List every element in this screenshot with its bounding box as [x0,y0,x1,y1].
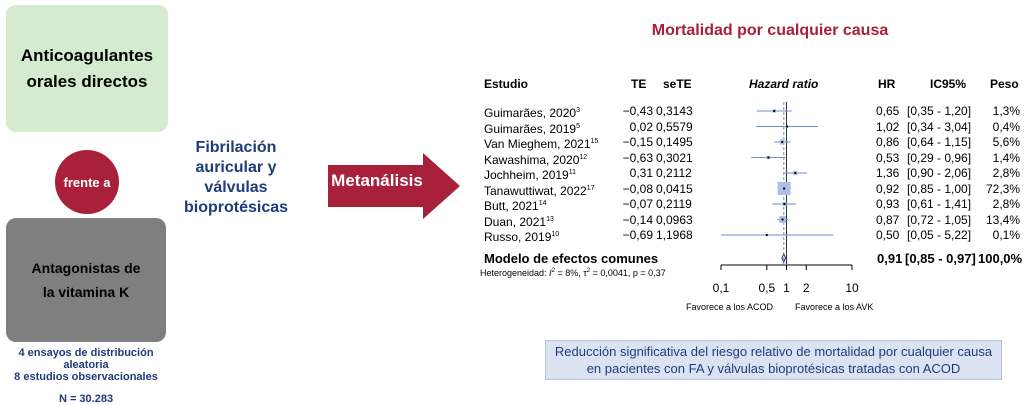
study-hr: 0,53 [876,150,900,165]
het-tau-sym: τ [583,268,587,278]
study-sete: 0,5579 [656,119,693,134]
study-name-text: Kawashima, 2020 [484,152,580,167]
het-tau: = 0,0041, [590,268,631,278]
point-estimate [782,219,784,221]
header-ci: IC95% [930,77,967,91]
study-te: 0,31 [629,166,653,180]
point-estimate [783,203,785,205]
heterogeneity: Heterogeneidad: $I^2 = 8\%$, $\tau^2 = 0,0041$, p = 0,37 [480,268,666,278]
x-tick-label: 10 [845,281,859,295]
x-tick-label: 0,1 [712,281,730,295]
header-sete: seTE [663,77,692,91]
versus-label: frente a [63,174,111,190]
point-estimate [794,172,796,174]
study-ref: 14 [538,200,547,207]
stat-observational: 8 estudios observacionales [14,371,158,383]
study-weight: 13,4% [985,212,1020,227]
point-estimate [781,141,783,143]
het-p: p = 0,37 [632,268,666,278]
study-weight: 0,4% [992,119,1020,134]
point-estimate [767,157,769,159]
study-sete: 0,1495 [656,135,693,149]
study-name-text: Guimarães, 2020 [484,106,577,120]
stat-total-n: N = 30.283 [58,393,114,405]
study-ci: [0,72 - 1,05] [907,212,972,227]
x-tick-label: 2 [802,281,810,295]
arrow-label: Metanálisis [331,171,423,190]
study-hr: 0,92 [876,181,900,196]
study-weight: 5,6% [992,135,1020,149]
study-ci: [0,64 - 1,15] [907,135,972,149]
summary-hr: 0,91 [877,251,903,266]
study-ci: [0,61 - 1,41] [907,197,972,211]
study-ci: [0,35 - 1,20] [907,104,972,118]
study-sete: 0,2119 [656,197,692,211]
study-hr: 0,87 [876,212,900,227]
study-ci: [0,29 - 0,96] [907,150,972,165]
study-ref: 11 [568,169,577,176]
point-estimate [766,234,768,236]
header-te: TE [631,77,647,91]
study-hr: 1,02 [876,119,900,134]
study-ref: 13 [546,215,554,223]
study-te: 0,02 [629,119,653,134]
study-weight: 0,1% [992,228,1020,242]
study-sete: 0,2112 [656,166,692,180]
study-ref: 15 [590,138,599,145]
study-hr: 0,65 [876,104,900,118]
study-name-text: Butt, 2021 [484,199,539,213]
study-sete: 0,3021 [656,150,693,165]
study-te: −0,69 [622,228,653,242]
study-te: −0,43 [622,104,653,118]
study-name-text: Duan, 2021 [484,214,547,229]
x-tick-label: 0,5 [758,281,776,295]
het-i2-sym: I [549,268,552,278]
study-hr: 0,93 [876,197,900,211]
study-ref: 17 [586,184,595,192]
study-ref: 10 [551,231,560,238]
study-weight: 2,8% [992,197,1020,211]
study-sete: 0,0415 [656,181,693,196]
study-hr: 1,36 [876,166,900,180]
study-name-text: Jochheim, 2019 [484,168,569,182]
study-weight: 72,3% [985,181,1020,196]
study-ref: 12 [579,153,588,161]
study-ref: 3 [576,107,580,114]
study-name-text: Van Mieghem, 2021 [484,137,591,151]
favors-right: Favorece a los AVK [795,302,874,312]
study-ref: 5 [576,122,580,130]
study-weight: 1,3% [992,104,1020,118]
forest-title: Mortalidad por cualquier causa [651,22,889,39]
comparator-a-label: Anticoagulantes orales directos [20,45,154,91]
stat-rct: 4 ensayos de distribución aleatoria [18,347,154,371]
point-estimate [783,188,785,190]
header-weight: Peso [990,77,1019,91]
study-te: −0,07 [622,197,653,211]
header-hr: HR [878,77,896,91]
study-ci: [0,05 - 5,22] [907,228,972,242]
study-weight: 1,4% [992,150,1020,165]
study-sete: 0,3143 [656,104,693,118]
het-i2: = 8%, [554,268,584,278]
study-te: −0,14 [622,212,653,227]
comparator-b-label: Antagonistas de la vitamina K [31,260,141,300]
study-ci: [0,34 - 3,04] [907,119,972,134]
study-hr: 0,86 [876,135,900,149]
study-te: −0,08 [622,181,653,196]
het-label: Heterogeneidad: [480,268,547,278]
study-name-text: Tanawuttiwat, 2022 [484,183,587,198]
conclusion-box [545,340,1002,380]
study-te: −0,63 [622,150,653,165]
study-sete: 1,1968 [656,228,693,242]
favors-left: Favorece a los ACOD [686,302,774,312]
study-te: −0,15 [622,135,653,149]
study-hr: 0,50 [876,228,900,242]
study-name-text: Russo, 2019 [484,230,552,244]
conclusion-text: Reducción significativa del riesgo relativo de mortalidad por cualquier causa en pacientes con FA y válvulas bioprotésicas tratadas con ACOD [554,344,993,376]
header-plot: Hazard ratio [749,77,819,91]
point-estimate [773,110,775,112]
population-label: Fibrilación auricular y válvulas bioprotésicas [183,139,289,216]
summary-label: Modelo de efectos comunes [484,251,659,266]
study-sete: 0,0963 [656,212,693,227]
study-weight: 2,8% [992,166,1020,180]
summary-ci: [0,85 - 0,97] [905,251,976,266]
study-ci: [0,90 - 2,06] [907,166,972,180]
point-estimate [786,126,788,128]
study-name-text: Guimarães, 2019 [484,121,577,136]
study-ci: [0,85 - 1,00] [907,181,972,196]
x-tick-label: 1 [783,281,790,295]
summary-weight: 100,0% [978,251,1023,266]
header-study: Estudio [484,77,528,91]
